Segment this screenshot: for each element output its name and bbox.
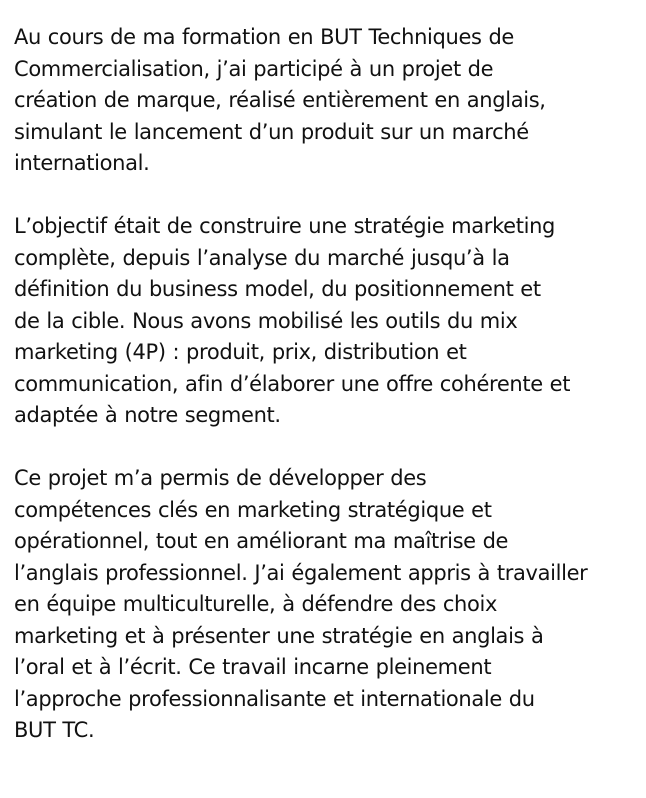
text-line: Au cours de ma formation en BUT Techniques de: [14, 25, 515, 49]
text-line: BUT TC.: [14, 718, 95, 742]
text-line: définition du business model, du positionnement et: [14, 277, 541, 301]
text-line: l’oral et à l’écrit. Ce travail incarne pleinement: [14, 655, 492, 679]
paragraph-objective: [14, 211, 644, 432]
document-body: [14, 22, 644, 747]
text-line: création de marque, réalisé entièrement en anglais,: [14, 88, 546, 112]
text-line: complète, depuis l’analyse du marché jusqu’à la: [14, 245, 510, 270]
paragraph-spacer: [14, 180, 644, 212]
text-line: de la cible. Nous avons mobilisé les outils du mix: [14, 308, 518, 333]
text-line: marketing et à présenter une stratégie en anglais à: [14, 623, 544, 648]
text-line: international.: [14, 151, 150, 175]
text-line: Ce projet m’a permis de développer des: [14, 466, 427, 490]
text-line: L’objectif était de construire une stratégie marketing: [14, 214, 556, 238]
paragraph-spacer: [14, 432, 644, 464]
text-line: simulant le lancement d’un produit sur un marché: [14, 119, 529, 144]
text-line: Commercialisation, j’ai participé à un projet de: [14, 56, 494, 81]
text-line: marketing (4P) : produit, prix, distribution et: [14, 340, 467, 364]
text-line: communication, afin d’élaborer une offre cohérente et: [14, 371, 571, 396]
text-line: adaptée à notre segment.: [14, 403, 281, 427]
paragraph-skills: [14, 463, 644, 747]
text-line: l’approche professionnalisante et internationale du: [14, 686, 535, 711]
text-line: l’anglais professionnel. J’ai également appris à travailler: [14, 560, 588, 585]
text-line: opérationnel, tout en améliorant ma maîtrise de: [14, 529, 509, 553]
paragraph-intro: [14, 22, 644, 180]
text-line: compétences clés en marketing stratégique et: [14, 497, 492, 522]
text-line: en équipe multiculturelle, à défendre des choix: [14, 592, 498, 616]
